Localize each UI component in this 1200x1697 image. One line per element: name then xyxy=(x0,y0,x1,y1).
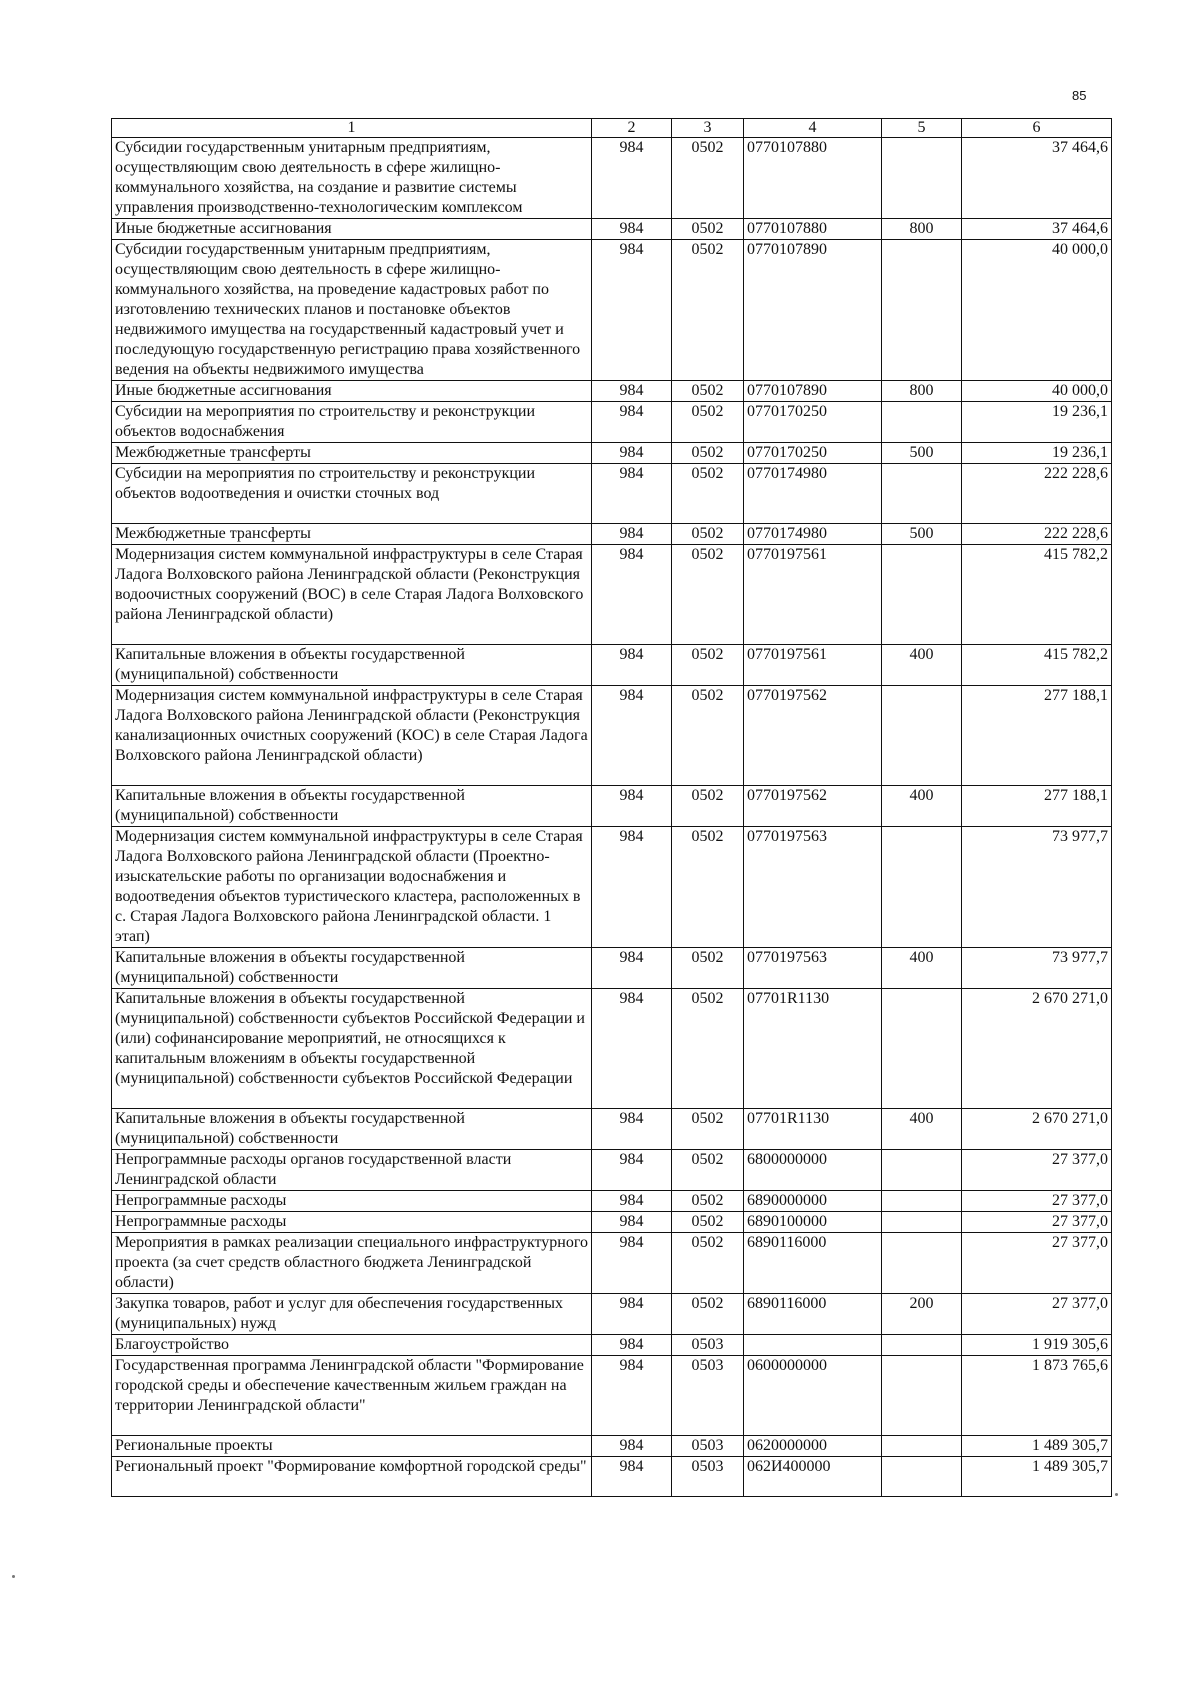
expense-type-cell xyxy=(882,1233,962,1294)
table-row xyxy=(112,524,1112,545)
table-row xyxy=(112,1356,1112,1436)
table-row xyxy=(112,545,1112,645)
expense-type-cell xyxy=(882,1150,962,1191)
section-code-cell: 0503 xyxy=(672,1436,744,1457)
amount-cell: 37 464,6 xyxy=(962,138,1112,219)
admin-code-cell: 984 xyxy=(592,524,672,545)
expense-type-cell: 500 xyxy=(882,524,962,545)
section-code-cell: 0502 xyxy=(672,1212,744,1233)
target-article-cell: 0770107890 xyxy=(744,240,882,381)
section-code-cell: 0502 xyxy=(672,1191,744,1212)
admin-code-cell: 984 xyxy=(592,1335,672,1356)
table-row xyxy=(112,381,1112,402)
table-row xyxy=(112,219,1112,240)
section-code-cell: 0503 xyxy=(672,1457,744,1497)
amount-cell: 1 489 305,7 xyxy=(962,1436,1112,1457)
section-code-cell: 0502 xyxy=(672,686,744,786)
table-row xyxy=(112,1191,1112,1212)
section-code-cell: 0503 xyxy=(672,1356,744,1436)
amount-cell: 415 782,2 xyxy=(962,545,1112,645)
target-article-cell: 0770197563 xyxy=(744,827,882,948)
row-name-cell: Региональные проекты xyxy=(112,1436,592,1457)
row-name-cell: Модернизация систем коммунальной инфраструктуры в селе Старая Ладога Волховского района Ленинградской области (Проектно-изыскательские работы по организации водоснабжения и водоотведения объектов туристического кластера, расположенных в с. Старая Ладога Волховского района Ленинградской области. 1 этап) xyxy=(112,827,592,948)
target-article-cell: 0770107890 xyxy=(744,381,882,402)
target-article-cell: 0620000000 xyxy=(744,1436,882,1457)
row-name-cell: Капитальные вложения в объекты государственной (муниципальной) собственности xyxy=(112,645,592,686)
target-article-cell: 0770197562 xyxy=(744,686,882,786)
amount-cell: 415 782,2 xyxy=(962,645,1112,686)
expense-type-cell xyxy=(882,138,962,219)
row-name-cell: Мероприятия в рамках реализации специального инфраструктурного проекта (за счет средств областного бюджета Ленинградской области) xyxy=(112,1233,592,1294)
section-code-cell: 0502 xyxy=(672,948,744,989)
admin-code-cell: 984 xyxy=(592,443,672,464)
target-article-cell: 6800000000 xyxy=(744,1150,882,1191)
table-row xyxy=(112,827,1112,948)
table-row xyxy=(112,240,1112,381)
expense-type-cell xyxy=(882,1457,962,1497)
target-article-cell: 6890116000 xyxy=(744,1233,882,1294)
admin-code-cell: 984 xyxy=(592,1436,672,1457)
row-name-cell: Капитальные вложения в объекты государственной (муниципальной) собственности xyxy=(112,1109,592,1150)
table-row xyxy=(112,1233,1112,1294)
expense-type-cell: 800 xyxy=(882,219,962,240)
header-row xyxy=(112,119,1112,138)
target-article-cell: 0770170250 xyxy=(744,443,882,464)
section-code-cell: 0502 xyxy=(672,786,744,827)
header-cell: 1 xyxy=(112,119,592,138)
target-article-cell: 07701R1130 xyxy=(744,1109,882,1150)
amount-cell: 19 236,1 xyxy=(962,443,1112,464)
admin-code-cell: 984 xyxy=(592,219,672,240)
expense-type-cell xyxy=(882,1335,962,1356)
expense-type-cell xyxy=(882,989,962,1109)
header-cell: 6 xyxy=(962,119,1112,138)
header-cell: 2 xyxy=(592,119,672,138)
expense-type-cell xyxy=(882,240,962,381)
target-article-cell: 0770107880 xyxy=(744,219,882,240)
expense-type-cell xyxy=(882,402,962,443)
amount-cell: 1 489 305,7 xyxy=(962,1457,1112,1497)
table-row xyxy=(112,786,1112,827)
admin-code-cell: 984 xyxy=(592,381,672,402)
row-name-cell: Капитальные вложения в объекты государственной (муниципальной) собственности субъектов Российской Федерации и (или) софинансирование мероприятий, не относящихся к капитальным вложениям в объекты государственной (муниципальной) собственности субъектов Российской Федерации xyxy=(112,989,592,1109)
table-row xyxy=(112,1335,1112,1356)
admin-code-cell: 984 xyxy=(592,1233,672,1294)
expense-type-cell xyxy=(882,545,962,645)
admin-code-cell: 984 xyxy=(592,1150,672,1191)
admin-code-cell: 984 xyxy=(592,827,672,948)
row-name-cell: Закупка товаров, работ и услуг для обеспечения государственных (муниципальных) нужд xyxy=(112,1294,592,1335)
section-code-cell: 0502 xyxy=(672,443,744,464)
table-row xyxy=(112,989,1112,1109)
amount-cell: 1 873 765,6 xyxy=(962,1356,1112,1436)
header-cell: 4 xyxy=(744,119,882,138)
row-name-cell: Капитальные вложения в объекты государственной (муниципальной) собственности xyxy=(112,786,592,827)
row-name-cell: Непрограммные расходы xyxy=(112,1212,592,1233)
amount-cell: 277 188,1 xyxy=(962,686,1112,786)
expense-type-cell xyxy=(882,1191,962,1212)
expense-type-cell: 200 xyxy=(882,1294,962,1335)
expense-type-cell xyxy=(882,464,962,524)
amount-cell: 40 000,0 xyxy=(962,240,1112,381)
section-code-cell: 0502 xyxy=(672,827,744,948)
expense-type-cell: 800 xyxy=(882,381,962,402)
amount-cell: 27 377,0 xyxy=(962,1212,1112,1233)
admin-code-cell: 984 xyxy=(592,1212,672,1233)
target-article-cell: 6890000000 xyxy=(744,1191,882,1212)
row-name-cell: Субсидии на мероприятия по строительству и реконструкции объектов водоотведения и очистки сточных вод xyxy=(112,464,592,524)
section-code-cell: 0502 xyxy=(672,240,744,381)
section-code-cell: 0502 xyxy=(672,464,744,524)
amount-cell: 73 977,7 xyxy=(962,948,1112,989)
admin-code-cell: 984 xyxy=(592,1191,672,1212)
target-article-cell: 0770170250 xyxy=(744,402,882,443)
page-number: 85 xyxy=(1072,88,1087,103)
table-row xyxy=(112,443,1112,464)
target-article-cell: 0770174980 xyxy=(744,464,882,524)
amount-cell: 73 977,7 xyxy=(962,827,1112,948)
table-row xyxy=(112,1436,1112,1457)
admin-code-cell: 984 xyxy=(592,786,672,827)
row-name-cell: Непрограммные расходы органов государственной власти Ленинградской области xyxy=(112,1150,592,1191)
section-code-cell: 0502 xyxy=(672,989,744,1109)
target-article-cell: 0770174980 xyxy=(744,524,882,545)
amount-cell: 222 228,6 xyxy=(962,524,1112,545)
amount-cell: 27 377,0 xyxy=(962,1150,1112,1191)
amount-cell: 1 919 305,6 xyxy=(962,1335,1112,1356)
target-article-cell: 0770197563 xyxy=(744,948,882,989)
amount-cell: 40 000,0 xyxy=(962,381,1112,402)
section-code-cell: 0502 xyxy=(672,545,744,645)
target-article-cell: 0770197561 xyxy=(744,645,882,686)
scan-speck xyxy=(1115,1493,1118,1496)
expense-type-cell xyxy=(882,1436,962,1457)
table-row xyxy=(112,686,1112,786)
target-article-cell: 0770107880 xyxy=(744,138,882,219)
section-code-cell: 0502 xyxy=(672,524,744,545)
target-article-cell: 062И400000 xyxy=(744,1457,882,1497)
amount-cell: 222 228,6 xyxy=(962,464,1112,524)
section-code-cell: 0502 xyxy=(672,381,744,402)
row-name-cell: Субсидии на мероприятия по строительству и реконструкции объектов водоснабжения xyxy=(112,402,592,443)
expense-type-cell: 400 xyxy=(882,1109,962,1150)
target-article-cell: 07701R1130 xyxy=(744,989,882,1109)
expense-type-cell: 400 xyxy=(882,645,962,686)
budget-table xyxy=(111,118,1112,1497)
admin-code-cell: 984 xyxy=(592,402,672,443)
amount-cell: 277 188,1 xyxy=(962,786,1112,827)
table-row xyxy=(112,645,1112,686)
row-name-cell: Иные бюджетные ассигнования xyxy=(112,381,592,402)
section-code-cell: 0502 xyxy=(672,402,744,443)
row-name-cell: Государственная программа Ленинградской области "Формирование городской среды и обеспечение качественным жильем граждан на территории Ленинградской области" xyxy=(112,1356,592,1436)
section-code-cell: 0503 xyxy=(672,1335,744,1356)
expense-type-cell xyxy=(882,1356,962,1436)
admin-code-cell: 984 xyxy=(592,989,672,1109)
amount-cell: 2 670 271,0 xyxy=(962,1109,1112,1150)
target-article-cell: 0770197561 xyxy=(744,545,882,645)
admin-code-cell: 984 xyxy=(592,948,672,989)
target-article-cell xyxy=(744,1335,882,1356)
table-row xyxy=(112,948,1112,989)
row-name-cell: Субсидии государственным унитарным предприятиям, осуществляющим свою деятельность в сфере жилищно-коммунального хозяйства, на создание и развитие системы управления производственно-технологическим комплексом xyxy=(112,138,592,219)
header-cell: 5 xyxy=(882,119,962,138)
target-article-cell: 6890100000 xyxy=(744,1212,882,1233)
admin-code-cell: 984 xyxy=(592,240,672,381)
row-name-cell: Субсидии государственным унитарным предприятиям, осуществляющим свою деятельность в сфере жилищно-коммунального хозяйства, на проведение кадастровых работ по изготовлению технических планов и постановке объектов недвижимого имущества на государственный кадастровый учет и последующую государственную регистрацию права хозяйственного ведения на объекты недвижимого имущества xyxy=(112,240,592,381)
row-name-cell: Региональный проект "Формирование комфортной городской среды" xyxy=(112,1457,592,1497)
row-name-cell: Иные бюджетные ассигнования xyxy=(112,219,592,240)
section-code-cell: 0502 xyxy=(672,645,744,686)
amount-cell: 37 464,6 xyxy=(962,219,1112,240)
amount-cell: 27 377,0 xyxy=(962,1233,1112,1294)
expense-type-cell: 400 xyxy=(882,786,962,827)
expense-type-cell: 400 xyxy=(882,948,962,989)
expense-type-cell xyxy=(882,827,962,948)
admin-code-cell: 984 xyxy=(592,1457,672,1497)
scan-speck xyxy=(12,1575,15,1578)
row-name-cell: Межбюджетные трансферты xyxy=(112,524,592,545)
row-name-cell: Непрограммные расходы xyxy=(112,1191,592,1212)
table-row xyxy=(112,138,1112,219)
target-article-cell: 6890116000 xyxy=(744,1294,882,1335)
amount-cell: 2 670 271,0 xyxy=(962,989,1112,1109)
amount-cell: 27 377,0 xyxy=(962,1294,1112,1335)
expense-type-cell: 500 xyxy=(882,443,962,464)
row-name-cell: Капитальные вложения в объекты государственной (муниципальной) собственности xyxy=(112,948,592,989)
admin-code-cell: 984 xyxy=(592,1356,672,1436)
section-code-cell: 0502 xyxy=(672,1109,744,1150)
admin-code-cell: 984 xyxy=(592,1109,672,1150)
section-code-cell: 0502 xyxy=(672,219,744,240)
table-row xyxy=(112,1109,1112,1150)
admin-code-cell: 984 xyxy=(592,686,672,786)
section-code-cell: 0502 xyxy=(672,138,744,219)
amount-cell: 19 236,1 xyxy=(962,402,1112,443)
admin-code-cell: 984 xyxy=(592,545,672,645)
admin-code-cell: 984 xyxy=(592,138,672,219)
expense-type-cell xyxy=(882,686,962,786)
table-row xyxy=(112,464,1112,524)
row-name-cell: Благоустройство xyxy=(112,1335,592,1356)
section-code-cell: 0502 xyxy=(672,1294,744,1335)
table-row xyxy=(112,1457,1112,1497)
row-name-cell: Модернизация систем коммунальной инфраструктуры в селе Старая Ладога Волховского района Ленинградской области (Реконструкция водоочистных сооружений (ВОС) в селе Старая Ладога Волховского района Ленинградской области) xyxy=(112,545,592,645)
table-row xyxy=(112,1212,1112,1233)
target-article-cell: 0770197562 xyxy=(744,786,882,827)
header-cell: 3 xyxy=(672,119,744,138)
row-name-cell: Модернизация систем коммунальной инфраструктуры в селе Старая Ладога Волховского района Ленинградской области (Реконструкция канализационных очистных сооружений (КОС) в селе Старая Ладога Волховского района Ленинградской области) xyxy=(112,686,592,786)
section-code-cell: 0502 xyxy=(672,1150,744,1191)
section-code-cell: 0502 xyxy=(672,1233,744,1294)
target-article-cell: 0600000000 xyxy=(744,1356,882,1436)
table-row xyxy=(112,1150,1112,1191)
admin-code-cell: 984 xyxy=(592,464,672,524)
expense-type-cell xyxy=(882,1212,962,1233)
table-row xyxy=(112,402,1112,443)
admin-code-cell: 984 xyxy=(592,645,672,686)
row-name-cell: Межбюджетные трансферты xyxy=(112,443,592,464)
admin-code-cell: 984 xyxy=(592,1294,672,1335)
table-row xyxy=(112,1294,1112,1335)
amount-cell: 27 377,0 xyxy=(962,1191,1112,1212)
